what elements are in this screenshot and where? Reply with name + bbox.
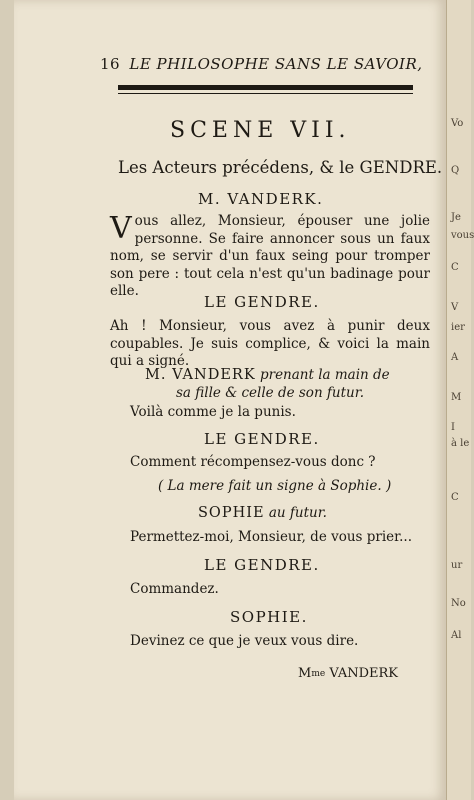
speech-text: Devinez ce que je veux vous dire. [130, 633, 359, 649]
speech-body: ous allez, Monsieur, épouser une jolie personne. Se faire annoncer sous un faux nom, se servir d'un faux seing pour tromper son pere : tout cela n'est qu'un badinage pour elle. [110, 213, 430, 299]
speech-text: Permettez-moi, Monsieur, de vous prier... [130, 529, 413, 545]
speech-text: Ah ! Monsieur, vous avez à punir deux coupables. Je suis complice, & voici la main qui a signé. [110, 318, 430, 369]
stage-direction-line [176, 385, 364, 401]
speaker-with-direction [198, 505, 327, 521]
facing-fragment: vous [451, 230, 474, 241]
facing-fragment: Al [451, 630, 462, 641]
scene-subtitle: Les Acteurs précédens, & le GENDRE. [118, 158, 443, 177]
facing-fragment: ier [451, 322, 465, 333]
stage-direction: prenant la main de [259, 367, 390, 383]
facing-fragment: à le [451, 438, 470, 449]
header-rule [118, 85, 413, 90]
page-number: 16 [100, 55, 121, 73]
stage-direction: au futur. [268, 505, 327, 521]
speaker-name: LE GENDRE. [204, 293, 320, 311]
facing-fragment: V [451, 302, 459, 313]
facing-fragment: I [451, 422, 455, 433]
catchword [298, 666, 398, 681]
facing-fragment: No [451, 598, 466, 609]
facing-fragment: Je [451, 212, 461, 223]
speaker-name: LE GENDRE. [204, 556, 320, 574]
facing-fragment: C [451, 262, 459, 273]
drop-cap: V [110, 211, 132, 246]
running-title: LE PHILOSOPHE SANS LE SAVOIR, [129, 55, 423, 73]
running-head [100, 55, 430, 73]
speech-text: Comment récompensez-vous donc ? [130, 454, 376, 470]
catchword-prefix: M [298, 666, 312, 681]
speaker-with-direction [145, 367, 390, 383]
facing-page-edge [446, 0, 474, 800]
speaker-name: M. VANDERK [145, 367, 256, 383]
catchword-superscript: me [311, 669, 326, 679]
speaker-name: SOPHIE. [230, 608, 308, 626]
stage-direction: sa fille & celle de son futur. [176, 385, 364, 401]
facing-fragment: Vo [451, 118, 464, 129]
speaker-name: M. VANDERK. [198, 190, 324, 208]
facing-fragment: C [451, 492, 459, 503]
facing-fragment: Q [451, 165, 460, 176]
speaker-name: LE GENDRE. [204, 430, 320, 448]
speech-text: Commandez. [130, 581, 219, 597]
stage-direction: ( La mere fait un signe à Sophie. ) [158, 478, 392, 494]
speaker-name: SOPHIE [198, 505, 265, 521]
speech-text [110, 213, 430, 301]
speech-text: Voilà comme je la punis. [130, 404, 296, 420]
catchword-name: VANDERK [329, 666, 399, 681]
header-rule-thin [118, 93, 413, 94]
facing-fragment: A [451, 352, 459, 363]
facing-fragment: M [451, 392, 462, 403]
scene-title: SCENE VII. [170, 118, 351, 143]
facing-fragment: ur [451, 560, 463, 571]
